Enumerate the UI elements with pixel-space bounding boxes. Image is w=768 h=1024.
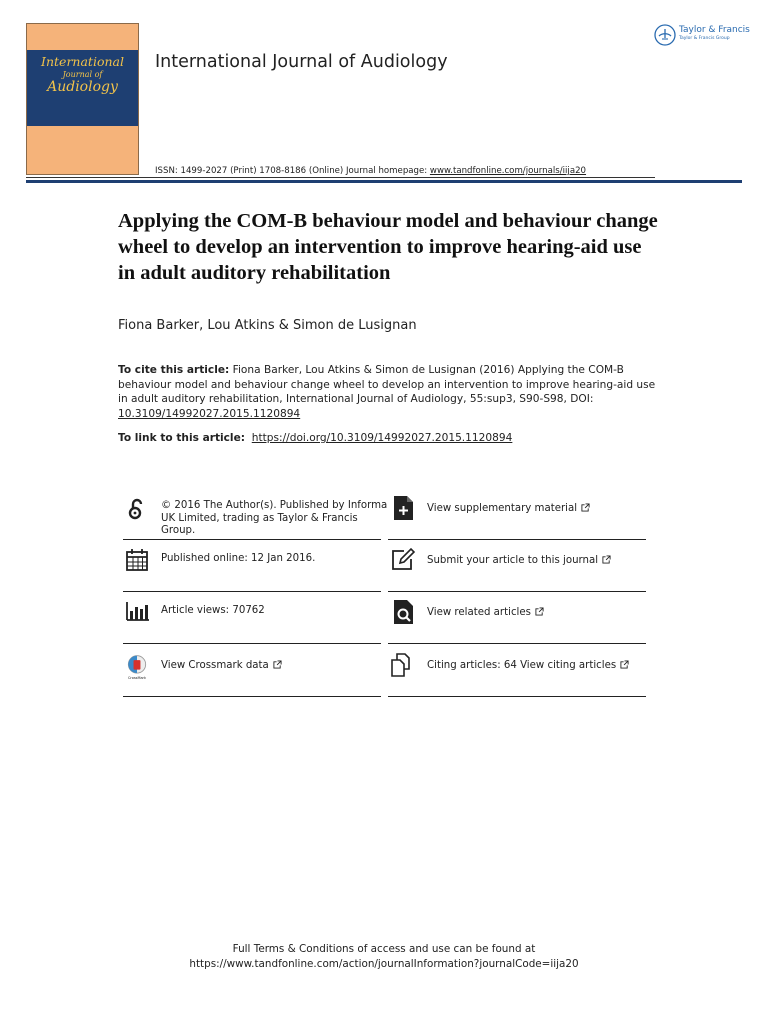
article-views: Article views: 70762 xyxy=(161,605,265,616)
cover-title-band xyxy=(27,50,138,126)
article-title: Applying the COM-B behaviour model and behaviour change wheel to develop an intervention to improve hearing-aid use in adult auditory rehabilitation xyxy=(118,210,658,284)
article-url-link[interactable]: https://doi.org/10.3109/14992027.2015.1120894 xyxy=(251,432,513,444)
external-link-icon xyxy=(620,660,629,669)
crossmark-icon-label: CrossMark xyxy=(128,676,146,680)
external-link-icon xyxy=(602,555,611,564)
cover-title-line3: Audiology xyxy=(47,79,118,95)
doi-link[interactable]: 10.3109/14992027.2015.1120894 xyxy=(118,407,301,420)
crossmark-text xyxy=(161,660,282,673)
license-text-line3: Group. xyxy=(161,525,196,536)
header-divider-thick xyxy=(26,180,742,183)
journal-title: International Journal of Audiology xyxy=(155,52,448,72)
license-text-line2: UK Limited, trading as Taylor & Francis xyxy=(161,512,358,524)
document-search-icon xyxy=(390,599,416,625)
issn-line xyxy=(155,166,586,176)
article-link-block xyxy=(118,432,663,444)
open-access-icon xyxy=(124,497,150,523)
external-link-icon xyxy=(535,607,544,616)
edit-icon xyxy=(390,547,416,573)
grid-divider xyxy=(123,591,381,592)
related-label: View related articles xyxy=(427,607,531,618)
views-info xyxy=(124,599,384,627)
issn-text: ISSN: 1499-2027 (Print) 1708-8186 (Online) Journal homepage: xyxy=(155,166,430,176)
external-link-icon xyxy=(581,503,590,512)
grid-divider xyxy=(388,643,646,644)
citing-label: Citing articles: 64 View citing articles xyxy=(427,660,617,671)
submit-article-link[interactable] xyxy=(390,547,650,575)
citation-text: Fiona Barker, Lou Atkins & Simon de Lusignan (2016) Applying the COM-B behaviour model and behaviour change wheel to develop an intervention to improve hearing-aid use in adult auditory rehabilitation, International Journal of Audiology, 55:sup3, S90-S98, DOI: xyxy=(118,364,656,405)
journal-cover xyxy=(26,23,139,175)
grid-divider xyxy=(388,591,646,592)
publisher-subname: Taylor & Francis Group xyxy=(679,36,730,41)
calendar-icon xyxy=(124,547,150,573)
published-info xyxy=(124,547,384,575)
grid-divider xyxy=(123,643,381,644)
related-articles-link[interactable] xyxy=(390,599,650,627)
grid-divider xyxy=(388,696,646,697)
license-info xyxy=(124,497,388,537)
cover-title-line1: International xyxy=(41,54,124,69)
journal-homepage-link[interactable]: www.tandfonline.com/journals/iija20 xyxy=(429,166,587,176)
header-divider-thin xyxy=(26,177,655,178)
article-authors: Fiona Barker, Lou Atkins & Simon de Lusignan xyxy=(118,318,417,333)
footer-terms-link[interactable]: https://www.tandfonline.com/action/journalInformation?journalCode=iija20 xyxy=(189,958,579,970)
grid-divider xyxy=(388,539,646,540)
crossmark-link[interactable] xyxy=(124,654,384,684)
license-text-line1: © 2016 The Author(s). Published by Informa xyxy=(161,500,388,511)
supplementary-label: View supplementary material xyxy=(427,503,578,514)
supplementary-link[interactable] xyxy=(390,495,650,523)
submit-text xyxy=(427,555,611,568)
external-link-icon xyxy=(273,660,282,669)
bar-chart-icon xyxy=(124,599,150,625)
published-date: Published online: 12 Jan 2016. xyxy=(161,553,316,564)
cover-title-line2: Journal of xyxy=(62,70,103,79)
supplementary-file-icon xyxy=(390,495,416,521)
crossmark-label: View Crossmark data xyxy=(161,660,269,671)
grid-divider xyxy=(123,696,381,697)
supplementary-text xyxy=(427,503,590,516)
publisher-name: Taylor & Francis xyxy=(679,25,750,35)
publisher-logo[interactable] xyxy=(654,22,764,48)
grid-divider xyxy=(123,539,381,540)
footer-line1: Full Terms & Conditions of access and use can be found at xyxy=(232,943,536,955)
submit-label: Submit your article to this journal xyxy=(427,555,599,566)
citing-documents-icon xyxy=(390,652,416,678)
link-label: To link to this article: xyxy=(118,432,245,444)
citing-text xyxy=(427,660,629,673)
footer-terms xyxy=(0,942,768,972)
crossmark-icon xyxy=(124,654,150,680)
taylor-francis-icon xyxy=(654,24,676,46)
related-text xyxy=(427,607,544,620)
citation-block xyxy=(118,363,663,421)
citing-articles-link[interactable] xyxy=(390,652,650,680)
citation-label: To cite this article: xyxy=(118,364,230,376)
